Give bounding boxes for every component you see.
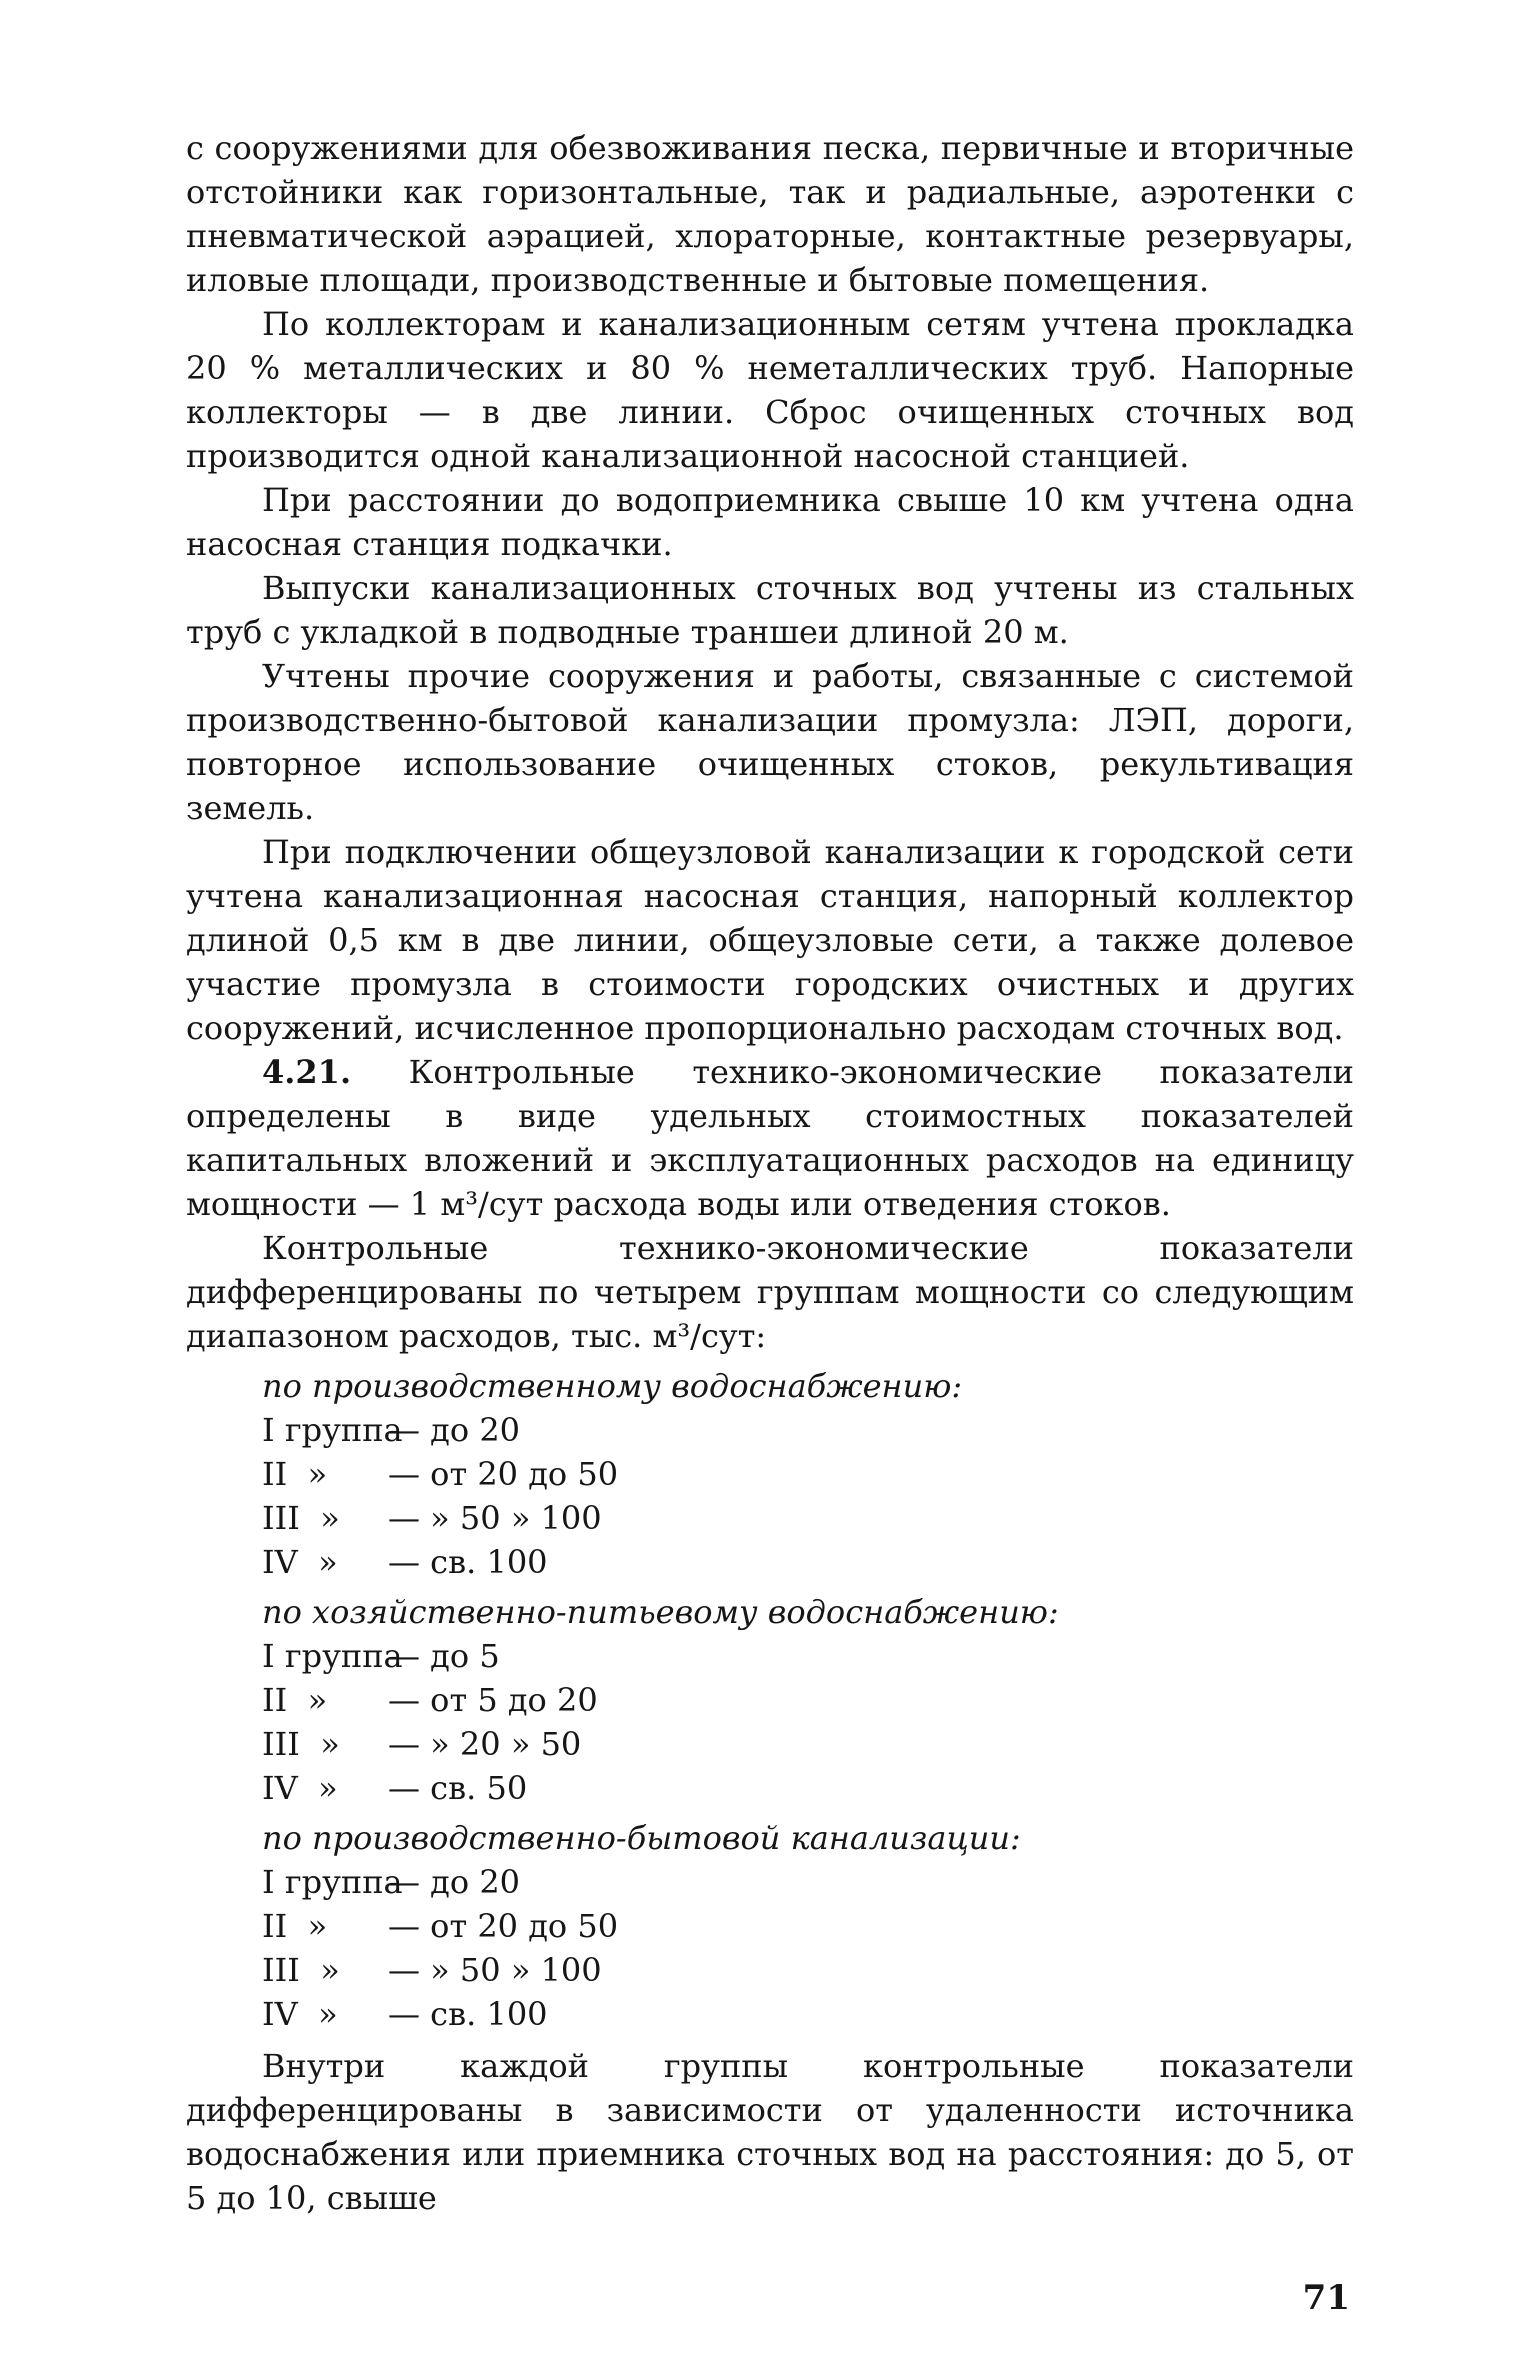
group-label: III »: [262, 1725, 340, 1763]
page-number: 71: [1302, 2278, 1350, 2318]
group-range: — » 50 » 100: [388, 1951, 602, 1989]
list-item: [262, 1678, 1354, 1722]
list-heading: по производственно-бытовой канализации:: [262, 1819, 1021, 1857]
paragraph: При расстоянии до водоприемника свыше 10 км учтена одна насосная станция подкачки.: [186, 481, 1354, 563]
group-list-sewerage: [262, 1816, 1354, 2036]
paragraph: По коллекторам и канализационным сетям учтена прокладка 20 % металлических и 80 % неметаллических труб. Напорные коллекторы — в две линии. Сброс очищенных сточных вод производится одной канализационной насосной станцией.: [186, 305, 1354, 475]
group-range: — » 50 » 100: [388, 1499, 602, 1537]
group-range: — св. 100: [388, 1543, 548, 1581]
list-item: [262, 1496, 1354, 1540]
paragraph: с сооружениями для обезвоживания песка, первичные и вторичные отстойники как горизонтальные, так и радиальные, аэротенки с пневматической аэрацией, хлораторные, контактные резервуары, иловые площади, производственные и бытовые помещения.: [186, 129, 1354, 299]
list-item: [262, 1948, 1354, 1992]
group-range: — св. 50: [388, 1769, 528, 1807]
group-range: — до 20: [388, 1411, 521, 1449]
group-label: II »: [262, 1455, 328, 1493]
list-item: [262, 1860, 1354, 1904]
closing-paragraph: Внутри каждой группы контрольные показатели дифференцированы в зависимости от удаленности источника водоснабжения или приемника сточных вод на расстояния: до 5, от 5 до 10, свыше: [186, 2047, 1354, 2217]
group-label: I группа: [262, 1411, 403, 1449]
list-item: [262, 1634, 1354, 1678]
group-label: III »: [262, 1951, 340, 1989]
group-label: II »: [262, 1681, 328, 1719]
list-item: [262, 1408, 1354, 1452]
section-number: 4.21.: [262, 1053, 352, 1091]
list-item: [262, 1452, 1354, 1496]
group-range: — до 20: [388, 1863, 521, 1901]
group-range: — » 20 » 50: [388, 1725, 582, 1763]
group-label: IV »: [262, 1995, 338, 2033]
paragraph: При подключении общеузловой канализации к городской сети учтена канализационная насосная станция, напорный коллектор длиной 0,5 км в две линии, общеузловые сети, а также долевое участие промузла в стоимости городских очистных и других сооружений, исчисленное пропорционально расходам сточных вод.: [186, 833, 1354, 1047]
list-heading: по производственному водоснабжению:: [262, 1367, 963, 1405]
paragraph: Выпуски канализационных сточных вод учтены из стальных труб с укладкой в подводные траншеи длиной 20 м.: [186, 569, 1354, 651]
list-item: [262, 1904, 1354, 1948]
group-label: II »: [262, 1907, 328, 1945]
section-text: Контрольные технико-экономические показатели определены в виде удельных стоимостных показателей капитальных вложений и эксплуатационных расходов на единицу мощности — 1 м³/сут расхода воды или отведения стоков.: [186, 1053, 1355, 1223]
list-heading: по хозяйственно-питьевому водоснабжению:: [262, 1593, 1059, 1631]
group-label: III »: [262, 1499, 340, 1537]
paragraph: Учтены прочие сооружения и работы, связанные с системой производственно-бытовой канализации промузла: ЛЭП, дороги, повторное использование очищенных стоков, рекультивация земель.: [186, 657, 1354, 827]
group-label: IV »: [262, 1543, 338, 1581]
list-item: [262, 1540, 1354, 1584]
list-item: [262, 1992, 1354, 2036]
group-label: I группа: [262, 1863, 403, 1901]
list-item: [262, 1722, 1354, 1766]
group-label: I группа: [262, 1637, 403, 1675]
group-range: — от 20 до 50: [388, 1907, 619, 1945]
document-page: [186, 126, 1354, 2220]
group-range: — от 5 до 20: [388, 1681, 598, 1719]
list-item: [262, 1766, 1354, 1810]
group-range: — до 5: [388, 1637, 500, 1675]
section-intro: Контрольные технико-экономические показатели дифференцированы по четырем группам мощности со следующим диапазоном расходов, тыс. м³/сут:: [186, 1229, 1354, 1355]
section-paragraph: [186, 1050, 1354, 1226]
group-list-drinking-water: [262, 1590, 1354, 1810]
group-list-production-water: [262, 1364, 1354, 1584]
group-label: IV »: [262, 1769, 338, 1807]
group-range: — св. 100: [388, 1995, 548, 2033]
group-range: — от 20 до 50: [388, 1455, 619, 1493]
